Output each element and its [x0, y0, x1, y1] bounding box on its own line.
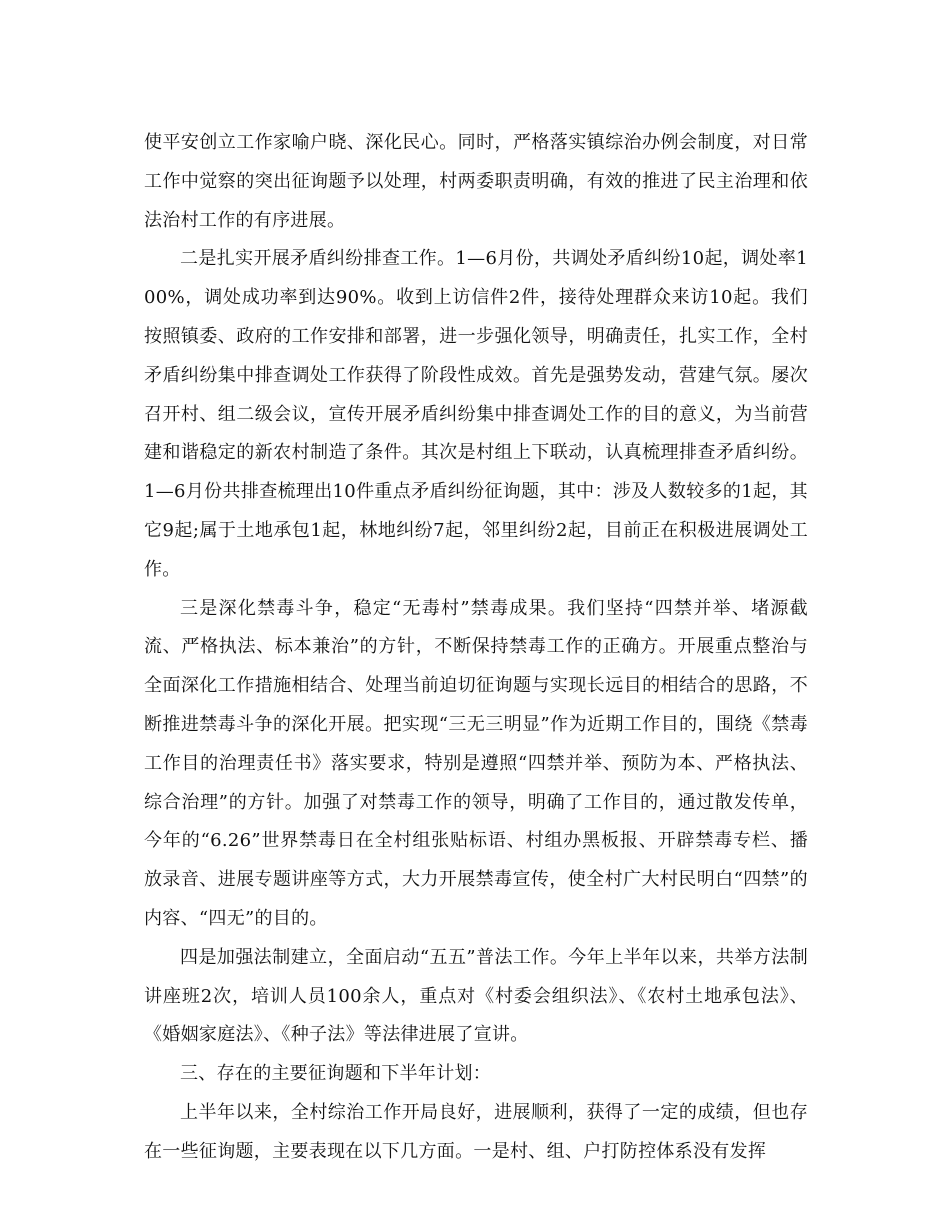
section-heading: 三、存在的主要征询题和下半年计划：: [180, 1063, 492, 1085]
paragraph-4: 四是加强法制建立，全面启动“五五”普法工作。今年上半年以来，共举方法制讲座班2次，培训人员100余人，重点对《村委会组织法》、《农村土地承包法》、《婚姻家庭法》、《种子法》等法律进展了宣讲。: [144, 946, 808, 1046]
paragraph-1: 使平安创立工作家喻户晓、深化民心。同时，严格落实镇综治办例会制度，对日常工作中觉察的突出征询题予以处理，村两委职责明确，有效的推进了民主治理和依法治村工作的有序进展。: [144, 132, 808, 231]
paragraph-5: 上半年以来，全村综治工作开局良好，进展顺利，获得了一定的成绩，但也存在一些征询题，主要表现在以下几方面。一是村、组、户打防控体系没有发挥: [144, 1101, 808, 1162]
document-body: [144, 124, 808, 1172]
paragraph-2: 二是扎实开展矛盾纠纷排查工作。1—6月份，共调处矛盾纠纷10起，调处率100%，调处成功率到达90%。收到上访信件2件，接待处理群众来访10起。我们按照镇委、政府的工作安排和部署，进一步强化领导，明确责任，扎实工作，全村矛盾纠纷集中排查调处工作获得了阶段性成效。首先是强势发动，营建气氛。屡次召开村、组二级会议，宣传开展矛盾纠纷集中排查调处工作的目的意义，为当前营建和谐稳定的新农村制造了条件。其次是村组上下联动，认真梳理排查矛盾纠纷。1—6月份共排查梳理出10件重点矛盾纠纷征询题，其中：涉及人数较多的1起，其它9起;属于土地承包1起，林地纠纷7起，邻里纠纷2起，目前正在积极进展调处工作。: [144, 248, 808, 580]
paragraph-3: 三是深化禁毒斗争，稳定“无毒村”禁毒成果。我们坚持“四禁并举、堵源截流、严格执法、标本兼治”的方针，不断保持禁毒工作的正确方。开展重点整治与全面深化工作措施相结合、处理当前迫切征询题与实现长远目的相结合的思路，不断推进禁毒斗争的深化开展。把实现“三无三明显”作为近期工作目的，围绕《禁毒工作目的治理责任书》落实要求，特别是遵照“四禁并举、预防为本、严格执法、综合治理”的方针。加强了对禁毒工作的领导，明确了工作目的，通过散发传单，今年的“6.26”世界禁毒日在全村组张贴标语、村组办黑板报、开辟禁毒专栏、播放录音、进展专题讲座等方式，大力开展禁毒宣传，使全村广大村民明白“四禁”的内容、“四无”的目的。: [144, 597, 808, 929]
